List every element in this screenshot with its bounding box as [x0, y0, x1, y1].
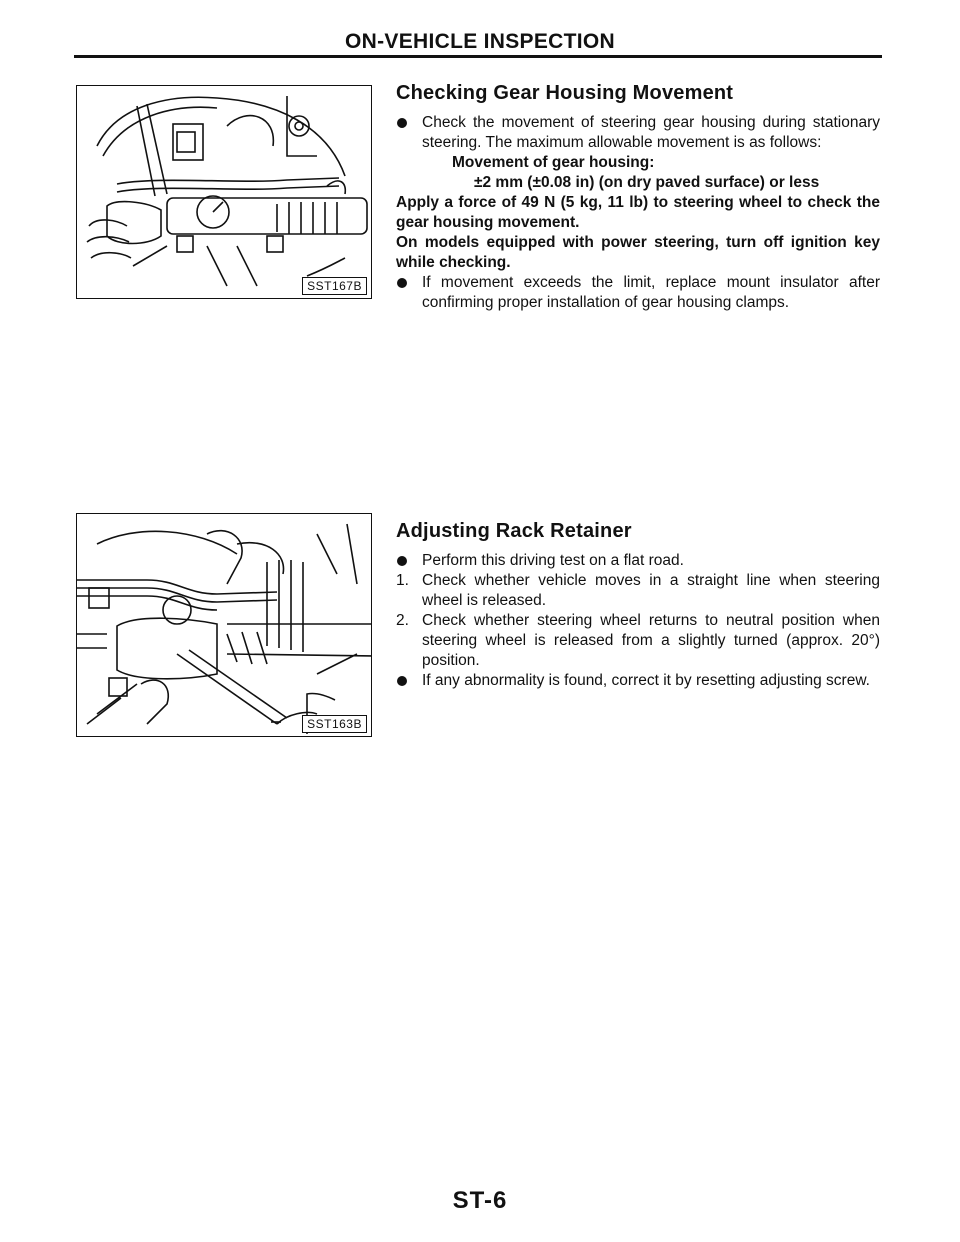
section-heading: Adjusting Rack Retainer — [396, 520, 632, 542]
figure-gear-housing — [76, 85, 372, 299]
step-number: 2. — [396, 612, 409, 629]
figure-code: SST163B — [302, 715, 367, 733]
step-text: Check whether steering wheel returns to neutral position when steering wheel is released from a slightly turned (approx. 20°) position. — [422, 612, 880, 669]
bullet-icon — [397, 556, 407, 566]
header-rule — [74, 55, 882, 58]
page-number: ST-6 — [452, 1187, 508, 1214]
bullet-text: If movement exceeds the limit, replace mount insulator after confirming proper installation of gear housing clamps. — [422, 274, 880, 311]
spec-value: ±2 mm (±0.08 in) (on dry paved surface) or less — [474, 174, 820, 191]
spec-label: Movement of gear housing: — [452, 154, 655, 171]
note-text: Apply a force of 49 N (5 kg, 11 lb) to steering wheel to check the gear housing movement. — [396, 194, 880, 231]
section-heading: Checking Gear Housing Movement — [396, 82, 734, 104]
bullet-text: Check the movement of steering gear housing during stationary steering. The maximum allowable movement is as follows: — [422, 114, 880, 151]
step-number: 1. — [396, 572, 409, 589]
bullet-text: If any abnormality is found, correct it by resetting adjusting screw. — [422, 672, 870, 689]
figure-rack-retainer-illustration — [77, 514, 371, 736]
bullet-text: Perform this driving test on a flat road. — [422, 552, 684, 569]
bullet-icon — [397, 676, 407, 686]
note-text: On models equipped with power steering, turn off ignition key while checking. — [396, 234, 880, 271]
bullet-icon — [397, 278, 407, 288]
step-item — [396, 571, 880, 611]
bullet-item — [396, 273, 880, 313]
figure-rack-retainer — [76, 513, 372, 737]
page-title: ON-VEHICLE INSPECTION — [345, 30, 615, 53]
figure-code: SST167B — [302, 277, 367, 295]
bullet-item — [396, 551, 880, 571]
step-text: Check whether vehicle moves in a straight line when steering wheel is released. — [422, 572, 880, 609]
bullet-icon — [397, 118, 407, 128]
figure-gear-housing-illustration — [77, 86, 371, 298]
section-checking-gear-housing — [396, 82, 880, 313]
bullet-item — [396, 113, 880, 153]
step-item — [396, 611, 880, 671]
section-adjusting-rack-retainer — [396, 520, 880, 691]
bullet-item — [396, 671, 880, 691]
